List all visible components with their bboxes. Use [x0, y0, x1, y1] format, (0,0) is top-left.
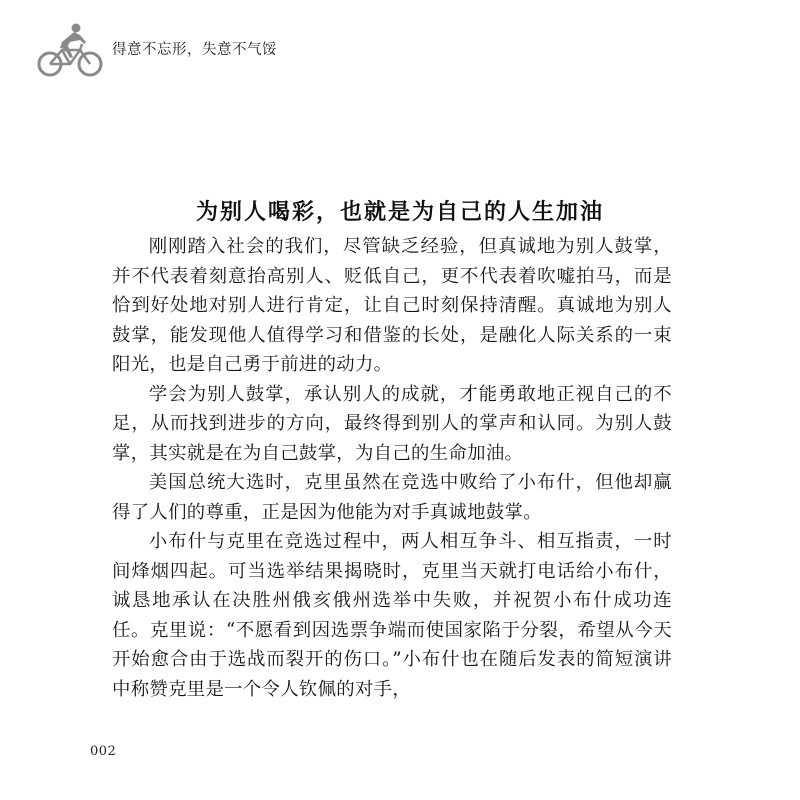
paragraph: 美国总统大选时，克里虽然在竞选中败给了小布什，但他却赢得了人们的尊重，正是因为他能为对手真诚地鼓掌。 — [112, 472, 672, 523]
rider-head — [72, 24, 81, 33]
header-motto: 得意不忘形，失意不气馁 — [112, 42, 277, 58]
paragraph: 小布什与克里在竞选过程中，两人相互争斗、相互指责，一时间烽烟四起。可当选举结果揭晓时，克里当天就打电话给小布什，诚恳地承认在决胜州俄亥俄州选举中失败，并祝贺小布什成功连任。克里说：“不愿看到因选票争端而使国家陷于分裂，希望从今天开始愈合由于选战而裂开的伤口。”小布什也在随后发表的简短演讲中称赞克里是一个令人钦佩的对手， — [112, 531, 672, 700]
article-title: 为别人喝彩，也就是为自己的人生加油 — [195, 199, 604, 225]
paragraph: 学会为别人鼓掌，承认别人的成就，才能勇敢地正视自己的不足，从而找到进步的方向，最终得到别人的掌声和认同。为别人鼓掌，其实就是在为自己鼓掌，为自己的生命加油。 — [112, 383, 672, 464]
cyclist-icon — [36, 22, 104, 78]
page-number: 002 — [90, 744, 117, 759]
article-body — [112, 232, 672, 704]
paragraph: 刚刚踏入社会的我们，尽管缺乏经验，但真诚地为别人鼓掌，并不代表着刻意抬高别人、贬低自己，更不代表着吹嘘拍马，而是恰到好处地对别人进行肯定，让自己时刻保持清醒。真诚地为别人鼓掌，能发现他人值得学习和借鉴的长处，是融化人际关系的一束阳光，也是自己勇于前进的动力。 — [112, 236, 672, 375]
